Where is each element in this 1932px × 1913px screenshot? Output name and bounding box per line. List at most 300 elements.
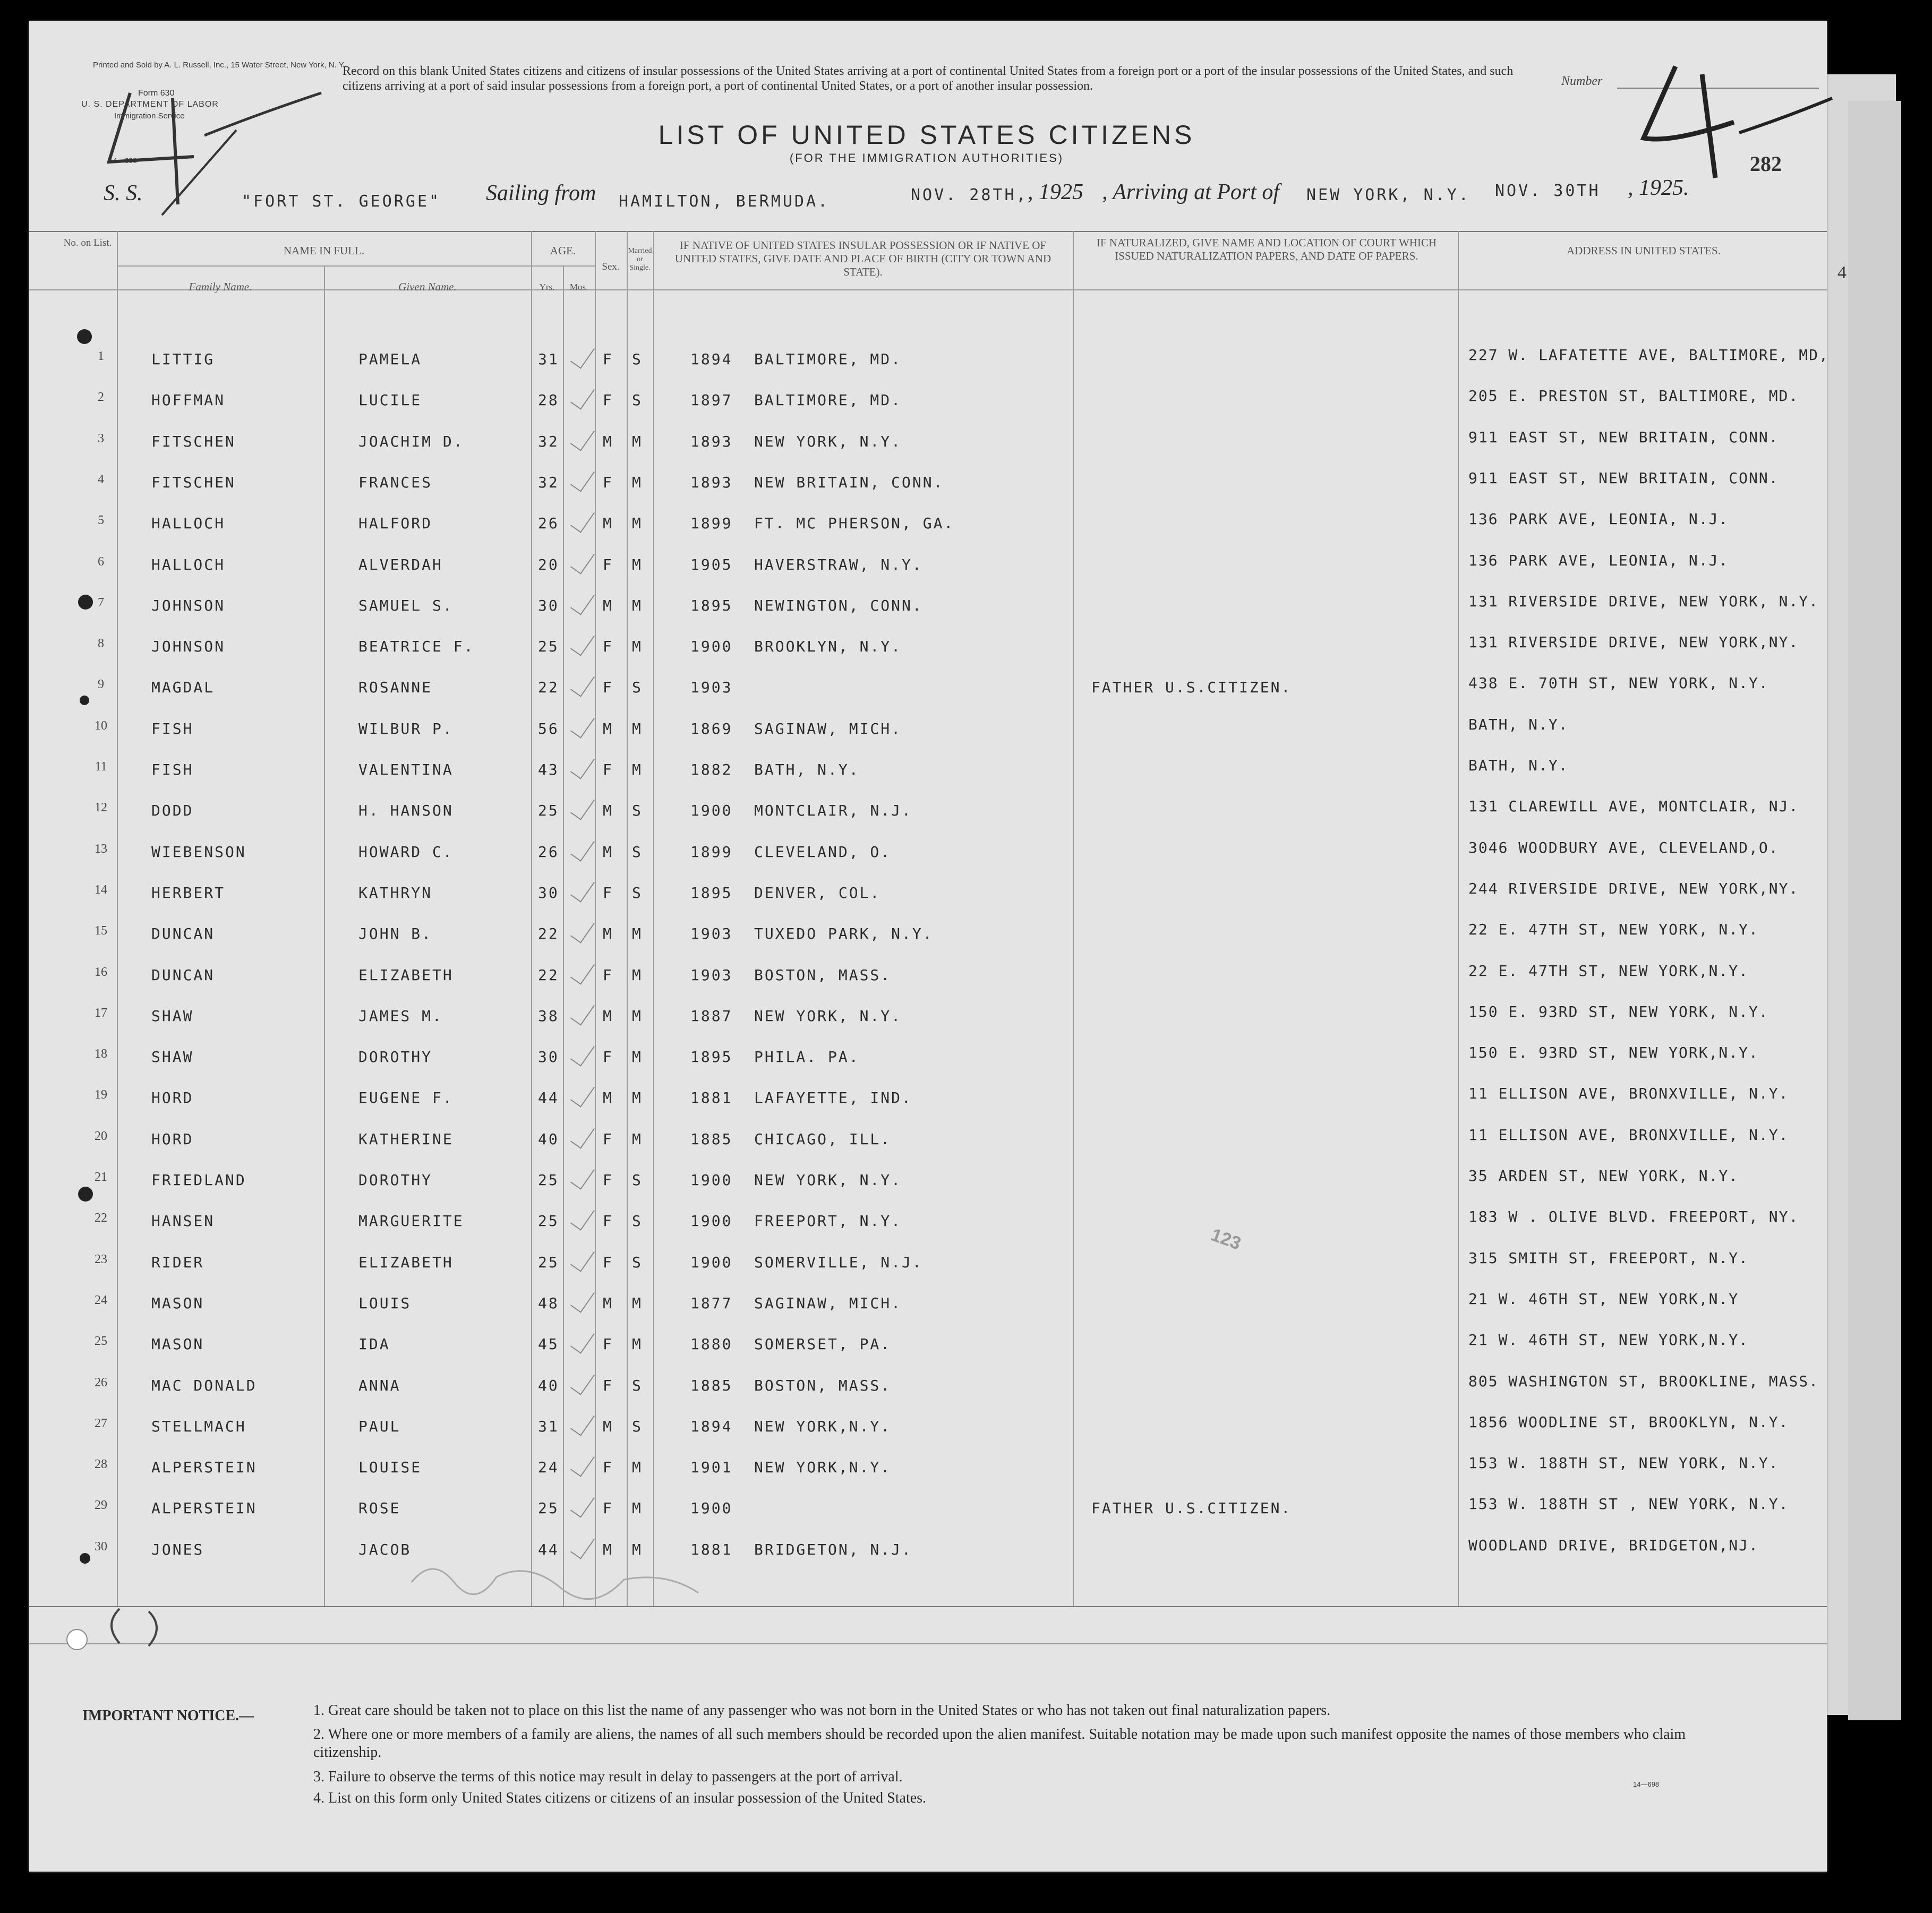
cell-family: RIDER (151, 1254, 204, 1271)
cell-year: 1894 (690, 350, 733, 368)
cell-ms: S (632, 1212, 643, 1230)
row-number: 4 (98, 473, 104, 486)
cell-year: 1903 (690, 925, 733, 942)
checkmark-icon (570, 1203, 595, 1230)
cell-sex: M (603, 1089, 613, 1106)
cell-address: 438 E. 70TH ST, NEW YORK, N.Y. (1468, 674, 1769, 692)
cell-sex: F (603, 350, 613, 368)
page-subtitle: (FOR THE IMMIGRATION AUTHORITIES) (789, 151, 1064, 165)
cell-age: 40 (538, 1130, 559, 1148)
cell-family: FITSCHEN (151, 433, 236, 450)
cell-ms: M (632, 1007, 643, 1025)
cell-address: 205 E. PRESTON ST, BALTIMORE, MD. (1468, 387, 1799, 405)
cell-sex: F (603, 474, 613, 491)
notice-item-2: 2. Where one or more members of a family are aliens, the names of all such members should be recorded upon the alien manifest. Suitable notation may be made upon such manifest opposite the names of those members who claim citizenship. (313, 1726, 1686, 1761)
row-number: 19 (95, 1088, 107, 1102)
row-number: 25 (95, 1334, 107, 1348)
cell-given: ROSE (358, 1499, 401, 1517)
cell-sex: F (603, 1335, 613, 1353)
cell-family: HORD (151, 1089, 194, 1106)
cell-address: 131 RIVERSIDE DRIVE, NEW YORK,NY. (1468, 633, 1799, 651)
cell-age: 30 (538, 1048, 559, 1066)
cell-given: DOROTHY (358, 1171, 433, 1189)
cell-ms: M (632, 925, 643, 942)
cell-sex: M (603, 1007, 613, 1025)
cell-sex: F (603, 1254, 613, 1271)
cell-given: VALENTINA (358, 761, 454, 778)
cell-year: 1905 (690, 556, 733, 573)
cell-sex: F (603, 391, 613, 409)
cell-ms: M (632, 1130, 643, 1148)
cell-place: BATH, N.Y. (754, 761, 860, 778)
tab-mark: 4 (1837, 263, 1846, 282)
checkmark-icon (570, 382, 595, 409)
cell-place: BRIDGETON, N.J. (754, 1541, 912, 1558)
checkmark-icon (570, 1162, 595, 1189)
cell-sex: F (603, 556, 613, 573)
cell-age: 26 (538, 514, 559, 532)
cell-age: 28 (538, 391, 559, 409)
cell-family: JOHNSON (151, 638, 226, 655)
cell-year: 1900 (690, 638, 733, 655)
cell-place: NEW YORK, N.Y. (754, 1171, 902, 1189)
cell-given: EUGENE F. (358, 1089, 454, 1106)
cell-age: 32 (538, 474, 559, 491)
department-label: U. S. DEPARTMENT OF LABOR (81, 100, 219, 109)
cell-age: 25 (538, 1212, 559, 1230)
cell-ms: M (632, 638, 643, 655)
cell-age: 30 (538, 597, 559, 614)
cell-age: 44 (538, 1541, 559, 1558)
cell-place: NEW YORK, N.Y. (754, 433, 902, 450)
cell-age: 25 (538, 638, 559, 655)
checkmark-icon (570, 670, 595, 697)
cell-place: SOMERSET, PA. (754, 1335, 892, 1353)
checkmark-icon (570, 957, 595, 984)
cell-given: DOROTHY (358, 1048, 433, 1066)
checkmark-icon (570, 752, 595, 779)
cell-sex: M (603, 720, 613, 737)
cell-sex: F (603, 884, 613, 902)
cell-ms: M (632, 1335, 643, 1353)
cell-address: 3046 WOODBURY AVE, CLEVELAND,O. (1468, 839, 1779, 856)
cell-address: BATH, N.Y. (1468, 716, 1569, 733)
cell-age: 20 (538, 556, 559, 573)
cell-sex: F (603, 1130, 613, 1148)
cell-family: WIEBENSON (151, 843, 246, 861)
cell-age: 24 (538, 1459, 559, 1476)
checkmark-icon (570, 1285, 595, 1312)
row-number: 1 (98, 349, 104, 363)
checkmark-icon (570, 998, 595, 1025)
cell-sex: M (603, 597, 613, 614)
printer-line: Printed and Sold by A. L. Russell, Inc., 15 Water Street, New York, N. Y. (93, 61, 345, 70)
cell-year: 1893 (690, 433, 733, 450)
checkmark-icon (570, 1409, 595, 1436)
cell-place: SAGINAW, MICH. (754, 720, 902, 737)
cell-ms: M (632, 1048, 643, 1066)
cell-year: 1897 (690, 391, 733, 409)
cell-year: 1887 (690, 1007, 733, 1025)
cell-sex: F (603, 1377, 613, 1394)
row-number: 9 (98, 677, 104, 691)
cell-ms: M (632, 556, 643, 573)
cell-year: 1895 (690, 884, 733, 902)
cell-ms: S (632, 1418, 643, 1435)
cell-sex: F (603, 1171, 613, 1189)
notice-item-1: 1. Great care should be taken not to place on this list the name of any passenger who was not born in the United States or who has not taken out final naturalization papers. (313, 1702, 1331, 1719)
cell-naturalized: FATHER U.S.CITIZEN. (1091, 679, 1292, 696)
cell-family: FISH (151, 761, 194, 778)
cell-year: 1894 (690, 1418, 733, 1435)
row-number: 13 (95, 842, 107, 856)
cell-place: CLEVELAND, O. (754, 843, 892, 861)
cell-ms: S (632, 1254, 643, 1271)
page-edge-right-outer (1848, 101, 1901, 1720)
cell-family: HALLOCH (151, 556, 226, 573)
cell-naturalized: FATHER U.S.CITIZEN. (1091, 1499, 1292, 1517)
cell-family: DUNCAN (151, 925, 215, 942)
checkmark-icon (570, 834, 595, 861)
table-bottom-rule-2 (29, 1643, 1827, 1644)
cell-address: 21 W. 46TH ST, NEW YORK,N.Y. (1468, 1331, 1749, 1349)
checkmark-icon (570, 1245, 595, 1272)
cell-age: 25 (538, 1171, 559, 1189)
cell-place: FREEPORT, N.Y. (754, 1212, 902, 1230)
cell-address: 244 RIVERSIDE DRIVE, NEW YORK,NY. (1468, 880, 1799, 897)
cell-sex: M (603, 925, 613, 942)
cell-sex: M (603, 1418, 613, 1435)
row-number: 17 (95, 1006, 107, 1020)
cell-address: 153 W. 188TH ST, NEW YORK, N.Y. (1468, 1454, 1779, 1472)
row-number: 29 (95, 1498, 107, 1512)
bracket-mark (98, 1603, 173, 1651)
cell-year: 1880 (690, 1335, 733, 1353)
cell-address: 315 SMITH ST, FREEPORT, N.Y. (1468, 1249, 1749, 1267)
cell-age: 32 (538, 433, 559, 450)
cell-ms: S (632, 884, 643, 902)
cell-family: FISH (151, 720, 194, 737)
cell-place: FT. MC PHERSON, GA. (754, 514, 955, 532)
cell-place: BALTIMORE, MD. (754, 391, 902, 409)
row-number: 28 (95, 1457, 107, 1471)
col-address: ADDRESS IN UNITED STATES. (1567, 244, 1721, 257)
cell-age: 22 (538, 679, 559, 696)
cell-age: 45 (538, 1335, 559, 1353)
checkmark-icon (570, 505, 595, 533)
service-label: Immigration Service (114, 111, 185, 121)
cell-place: SOMERVILLE, N.J. (754, 1254, 923, 1271)
col-age-yrs: Yrs. (539, 282, 555, 292)
cell-age: 31 (538, 1418, 559, 1435)
checkmark-icon (570, 424, 595, 451)
cell-given: HOWARD C. (358, 843, 454, 861)
row-number: 24 (95, 1293, 107, 1307)
cell-sex: F (603, 638, 613, 655)
row-number: 22 (95, 1211, 107, 1225)
cell-ms: M (632, 1459, 643, 1476)
col-birth: IF NATIVE OF UNITED STATES INSULAR POSSESSION OR IF NATIVE OF UNITED STATES, GIVE DATE AND PLACE OF BIRTH (CITY OR TOWN AND STATE). (674, 239, 1052, 278)
cell-sex: M (603, 1541, 613, 1558)
row-number: 21 (95, 1170, 107, 1184)
cell-address: WOODLAND DRIVE, BRIDGETON,NJ. (1468, 1537, 1759, 1554)
cell-address: 136 PARK AVE, LEONIA, N.J. (1468, 552, 1729, 569)
cell-year: 1882 (690, 761, 733, 778)
cell-given: JOACHIM D. (358, 433, 464, 450)
cell-age: 31 (538, 350, 559, 368)
cell-sex: F (603, 679, 613, 696)
cell-family: JOHNSON (151, 597, 226, 614)
cell-ms: M (632, 514, 643, 532)
cell-address: 22 E. 47TH ST, NEW YORK,N.Y. (1468, 962, 1749, 980)
notice-item-3: 3. Failure to observe the terms of this notice may result in delay to passengers at the port of arrival. (313, 1769, 903, 1785)
row-number: 2 (98, 390, 104, 404)
cell-ms: M (632, 474, 643, 491)
cell-ms: M (632, 966, 643, 984)
row-number: 15 (95, 924, 107, 938)
form-number: Form 630 (138, 89, 175, 98)
cell-age: 30 (538, 884, 559, 902)
cell-given: SAMUEL S. (358, 597, 454, 614)
row-number: 14 (95, 883, 107, 897)
cell-given: BEATRICE F. (358, 638, 475, 655)
cell-sex: M (603, 802, 613, 819)
cell-place: NEW YORK,N.Y. (754, 1459, 892, 1476)
cell-address: 22 E. 47TH ST, NEW YORK, N.Y. (1468, 921, 1759, 938)
row-number: 23 (95, 1253, 107, 1266)
col-name-in-full: NAME IN FULL. (283, 244, 365, 257)
col-family-name: Family Name. (189, 280, 252, 293)
checkmark-icon (570, 1368, 595, 1395)
cell-ms: M (632, 1541, 643, 1558)
checkmark-icon (570, 547, 595, 574)
cell-address: 21 W. 46TH ST, NEW YORK,N.Y (1468, 1290, 1739, 1308)
cell-family: HORD (151, 1130, 194, 1148)
notice-item-4: 4. List on this form only United States citizens or citizens of an insular possession of the United States. (313, 1790, 927, 1806)
binder-hole-1 (77, 329, 92, 344)
cell-age: 22 (538, 966, 559, 984)
row-number: 30 (95, 1540, 107, 1554)
cell-given: KATHRYN (358, 884, 433, 902)
cell-family: ALPERSTEIN (151, 1459, 257, 1476)
cell-family: MASON (151, 1335, 204, 1353)
checkmark-icon (570, 875, 595, 902)
row-number: 20 (95, 1129, 107, 1143)
cell-address: 1856 WOODLINE ST, BROOKLYN, N.Y. (1468, 1413, 1789, 1431)
binder-hole-6 (66, 1629, 88, 1650)
checkmark-icon (570, 588, 595, 615)
cell-given: IDA (358, 1335, 390, 1353)
cell-given: PAMELA (358, 350, 422, 368)
cell-place: BROOKLYN, N.Y. (754, 638, 902, 655)
cell-sex: M (603, 514, 613, 532)
row-number: 11 (95, 760, 107, 774)
cell-year: 1881 (690, 1541, 733, 1558)
cell-sex: M (603, 433, 613, 450)
page-title: LIST OF UNITED STATES CITIZENS (658, 120, 1195, 150)
cell-given: ROSANNE (358, 679, 433, 696)
cell-year: 1869 (690, 720, 733, 737)
cell-family: MASON (151, 1294, 204, 1312)
cell-year: 1900 (690, 1499, 733, 1517)
cell-family: HOFFMAN (151, 391, 226, 409)
checkmark-icon (570, 793, 595, 820)
cell-ms: S (632, 802, 643, 819)
cell-given: KATHERINE (358, 1130, 454, 1148)
cell-ms: M (632, 433, 643, 450)
stamp-number: 123 (1208, 1224, 1244, 1254)
cell-ms: M (632, 1089, 643, 1106)
cell-ms: S (632, 1377, 643, 1394)
cell-given: ELIZABETH (358, 1254, 454, 1271)
cell-address: 911 EAST ST, NEW BRITAIN, CONN. (1468, 469, 1779, 487)
cell-age: 22 (538, 925, 559, 942)
cell-year: 1901 (690, 1459, 733, 1476)
cell-year: 1893 (690, 474, 733, 491)
arriving-date: NOV. 30TH (1495, 182, 1601, 200)
signature-scribble (401, 1550, 773, 1614)
cell-sex: M (603, 843, 613, 861)
cell-place: LAFAYETTE, IND. (754, 1089, 912, 1106)
cell-sex: F (603, 966, 613, 984)
ship-name: "FORT ST. GEORGE" (242, 192, 441, 211)
cell-sex: F (603, 1499, 613, 1517)
cell-year: 1903 (690, 679, 733, 696)
cell-year: 1885 (690, 1377, 733, 1394)
cell-year: 1900 (690, 1212, 733, 1230)
cell-year: 1899 (690, 514, 733, 532)
cell-place: BALTIMORE, MD. (754, 350, 902, 368)
cell-given: FRANCES (358, 474, 433, 491)
cell-family: ALPERSTEIN (151, 1499, 257, 1517)
cell-address: 11 ELLISON AVE, BRONXVILLE, N.Y. (1468, 1126, 1789, 1144)
cell-address: 153 W. 188TH ST , NEW YORK, N.Y. (1468, 1495, 1789, 1513)
cell-given: ALVERDAH (358, 556, 443, 573)
cell-address: BATH, N.Y. (1468, 757, 1569, 774)
cell-family: SHAW (151, 1007, 194, 1025)
cell-given: JAMES M. (358, 1007, 443, 1025)
col-age-mos: Mos. (569, 282, 588, 292)
cell-age: 43 (538, 761, 559, 778)
cell-age: 40 (538, 1377, 559, 1394)
checkmark-icon (570, 711, 595, 738)
passenger-table-body (29, 21, 1827, 1606)
cell-age: 56 (538, 720, 559, 737)
number-label: Number (1561, 74, 1603, 88)
cell-place: MONTCLAIR, N.J. (754, 802, 912, 819)
cell-address: 35 ARDEN ST, NEW YORK, N.Y. (1468, 1167, 1739, 1185)
cell-age: 48 (538, 1294, 559, 1312)
sailing-from: HAMILTON, BERMUDA. (619, 192, 830, 211)
cell-place: NEW YORK, N.Y. (754, 1007, 902, 1025)
cell-ms: M (632, 1499, 643, 1517)
checkmark-icon (570, 1490, 595, 1517)
col-no-on-list: No. on List. (63, 237, 112, 248)
cell-address: 136 PARK AVE, LEONIA, N.J. (1468, 510, 1729, 528)
row-number: 6 (98, 555, 104, 569)
cell-ms: S (632, 350, 643, 368)
row-number: 8 (98, 637, 104, 650)
cell-place: BOSTON, MASS. (754, 966, 892, 984)
cell-given: HALFORD (358, 514, 433, 532)
binder-hole-3 (80, 696, 89, 705)
sailing-date: NOV. 28TH, (911, 186, 1028, 204)
binder-hole-5 (80, 1553, 90, 1564)
col-naturalized: IF NATURALIZED, GIVE NAME AND LOCATION OF COURT WHICH ISSUED NATURALIZATION PAPERS, AND DATE OF PAPERS. (1096, 236, 1437, 262)
cell-age: 25 (538, 802, 559, 819)
cell-place: DENVER, COL. (754, 884, 881, 902)
cell-place: PHILA. PA. (754, 1048, 860, 1066)
row-number: 27 (95, 1417, 107, 1430)
form-code: 14—698 (109, 156, 137, 165)
checkmark-icon (570, 341, 595, 368)
cell-age: 38 (538, 1007, 559, 1025)
col-married-single: Married or Single. (628, 247, 652, 272)
row-number: 3 (98, 432, 104, 445)
cell-family: FITSCHEN (151, 474, 236, 491)
cell-given: PAUL (358, 1418, 401, 1435)
cell-address: 131 RIVERSIDE DRIVE, NEW YORK, N.Y. (1468, 593, 1819, 610)
cell-year: 1881 (690, 1089, 733, 1106)
instructions-text: Record on this blank United States citizens and citizens of insular possessions of the United States arriving at a port of continental United States from a foreign port or a port of the insular possessions of the United States, and such citizens arriving at a port of said insular possessions from a foreign port, a port of continental United States, or a port of another insular possession. (343, 64, 1514, 93)
cell-year: 1895 (690, 1048, 733, 1066)
row-number: 5 (98, 513, 104, 527)
cell-year: 1900 (690, 802, 733, 819)
cell-address: 805 WASHINGTON ST, BROOKLINE, MASS. (1468, 1372, 1819, 1390)
sailing-label: Sailing from (486, 181, 596, 205)
page-number: 282 (1750, 152, 1782, 176)
cell-ms: M (632, 720, 643, 737)
checkmark-icon (570, 1080, 595, 1107)
cell-family: SHAW (151, 1048, 194, 1066)
cell-address: 11 ELLISON AVE, BRONXVILLE, N.Y. (1468, 1085, 1789, 1102)
cell-given: MARGUERITE (358, 1212, 464, 1230)
cell-family: DUNCAN (151, 966, 215, 984)
cell-place: BOSTON, MASS. (754, 1377, 892, 1394)
cell-age: 26 (538, 843, 559, 861)
notice-heading: IMPORTANT NOTICE.— (82, 1708, 254, 1724)
cell-family: DODD (151, 802, 194, 819)
cell-place: NEWINGTON, CONN. (754, 597, 923, 614)
checkmark-icon (570, 916, 595, 943)
cell-address: 131 CLAREWILL AVE, MONTCLAIR, NJ. (1468, 797, 1799, 815)
cell-year: 1903 (690, 966, 733, 984)
cell-sex: F (603, 1048, 613, 1066)
arriving-port: NEW YORK, N.Y. (1306, 186, 1471, 204)
sailing-year: , 1925 (1028, 180, 1083, 204)
row-number: 26 (95, 1376, 107, 1389)
cell-year: 1885 (690, 1130, 733, 1148)
cell-age: 25 (538, 1254, 559, 1271)
cell-family: HALLOCH (151, 514, 226, 532)
cell-sex: F (603, 1212, 613, 1230)
binder-hole-4 (78, 1187, 93, 1202)
cell-given: H. HANSON (358, 802, 454, 819)
cell-given: LOUIS (358, 1294, 412, 1312)
cell-place: CHICAGO, ILL. (754, 1130, 892, 1148)
cell-given: JACOB (358, 1541, 412, 1558)
cell-year: 1877 (690, 1294, 733, 1312)
cell-age: 44 (538, 1089, 559, 1106)
cell-given: ELIZABETH (358, 966, 454, 984)
checkmark-icon (570, 1326, 595, 1353)
cell-address: 911 EAST ST, NEW BRITAIN, CONN. (1468, 428, 1779, 446)
col-given-name: Given Name. (398, 280, 457, 293)
manifest-sheet (29, 21, 1827, 1872)
cell-ms: S (632, 843, 643, 861)
cell-family: MAGDAL (151, 679, 215, 696)
cell-ms: S (632, 679, 643, 696)
